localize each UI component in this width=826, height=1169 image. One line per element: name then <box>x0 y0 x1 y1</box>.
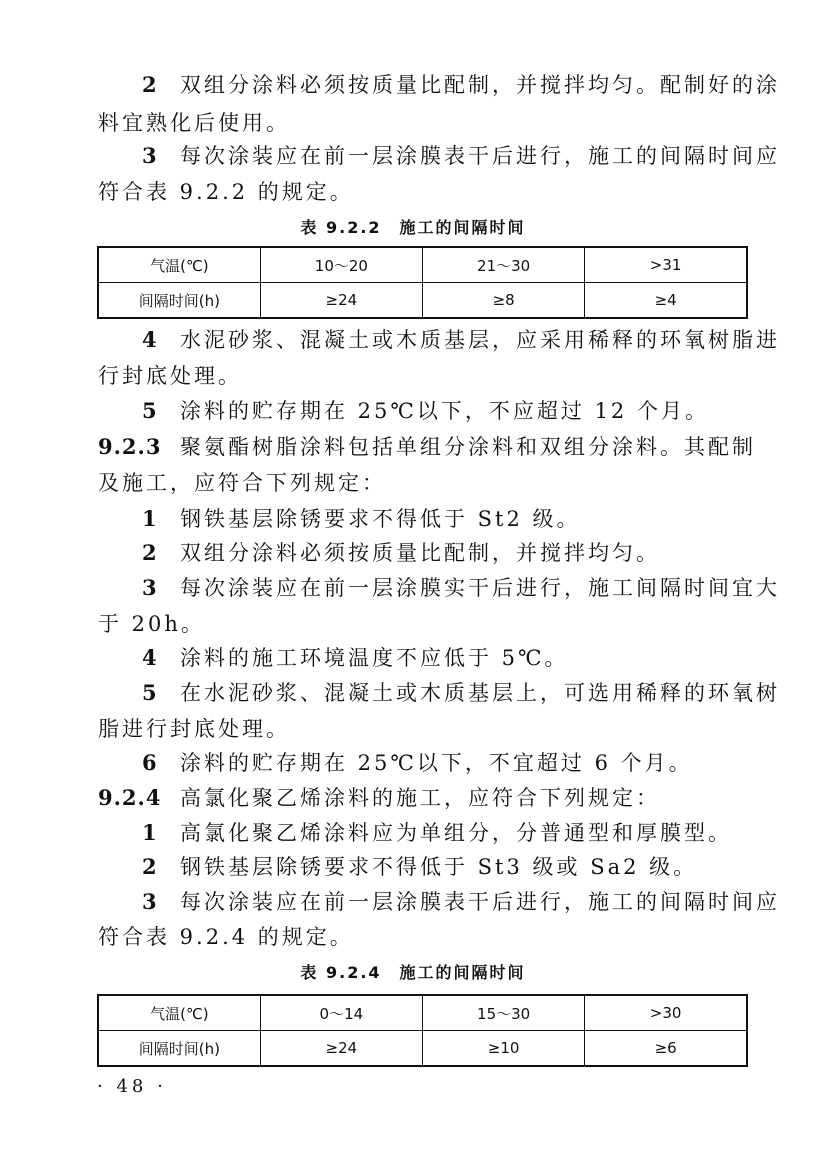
table-cell: 10～20 <box>260 247 422 283</box>
item-number: 4 <box>142 645 158 670</box>
item-text: 在水泥砂浆、混凝土或木质基层上，可选用稀释的环氧树 <box>180 681 780 705</box>
item-text: 双组分涂料必须按质量比配制，并搅拌均匀。 <box>180 541 660 565</box>
item-text-continued: 脂进行封底处理。 <box>98 717 290 741</box>
item-number: 1 <box>142 506 158 531</box>
item-text: 钢铁基层除锈要求不得低于 St2 级。 <box>180 507 581 531</box>
table-cell: 间隔时间(h) <box>98 283 260 319</box>
table-row <box>98 995 747 1031</box>
table-cell: 气温(℃) <box>98 247 260 283</box>
page-number: · 48 · <box>97 1076 167 1097</box>
table-cell: ≥24 <box>260 283 422 319</box>
table-cell: 0～14 <box>260 995 422 1031</box>
section-number: 9.2.3 <box>98 434 162 459</box>
interval-table-1 <box>97 246 748 319</box>
table-caption: 表 9.2.2 施工的间隔时间 <box>300 218 526 237</box>
table-cell: ≥10 <box>423 1031 585 1067</box>
item-number: 5 <box>142 398 158 423</box>
item-text: 高氯化聚乙烯涂料应为单组分，分普通型和厚膜型。 <box>180 821 732 845</box>
table-row <box>98 283 747 319</box>
section-text-continued: 及施工，应符合下列规定： <box>98 471 386 495</box>
table-cell: >31 <box>585 247 747 283</box>
table-cell: 气温(℃) <box>98 995 260 1031</box>
item-number: 1 <box>142 820 158 845</box>
item-text-continued: 符合表 9.2.4 的规定。 <box>98 925 354 949</box>
table-row <box>98 247 747 283</box>
section-text: 聚氨酯树脂涂料包括单组分涂料和双组分涂料。其配制 <box>180 435 756 459</box>
item-text-continued: 料宜熟化后使用。 <box>98 111 290 135</box>
table-cell: ≥4 <box>585 283 747 319</box>
table-cell: ≥6 <box>585 1031 747 1067</box>
table-cell: 21～30 <box>423 247 585 283</box>
item-number: 2 <box>142 854 158 879</box>
item-number: 3 <box>142 575 158 600</box>
item-text: 双组分涂料必须按质量比配制，并搅拌均匀。配制好的涂 <box>180 73 780 97</box>
item-number: 2 <box>142 72 158 97</box>
item-text: 涂料的贮存期在 25℃以下，不应超过 12 个月。 <box>180 399 709 423</box>
section-number: 9.2.4 <box>98 785 162 810</box>
item-text: 每次涂装应在前一层涂膜表干后进行，施工的间隔时间应 <box>180 144 780 168</box>
table-cell: 15～30 <box>423 995 585 1031</box>
item-text: 每次涂装应在前一层涂膜表干后进行，施工的间隔时间应 <box>180 890 780 914</box>
table-cell: ≥24 <box>260 1031 422 1067</box>
item-text-continued: 行封底处理。 <box>98 364 242 388</box>
table-row <box>98 1031 747 1067</box>
item-text: 每次涂装应在前一层涂膜实干后进行，施工间隔时间宜大 <box>180 576 780 600</box>
section-text: 高氯化聚乙烯涂料的施工，应符合下列规定： <box>180 786 660 810</box>
item-text-continued: 符合表 9.2.2 的规定。 <box>98 180 354 204</box>
item-number: 5 <box>142 680 158 705</box>
item-text: 涂料的施工环境温度不应低于 5℃。 <box>180 646 569 670</box>
item-number: 3 <box>142 143 158 168</box>
item-number: 2 <box>142 540 158 565</box>
table-cell: ≥8 <box>423 283 585 319</box>
table-cell: 间隔时间(h) <box>98 1031 260 1067</box>
item-text: 涂料的贮存期在 25℃以下，不宜超过 6 个月。 <box>180 751 693 775</box>
interval-table-2 <box>97 994 748 1067</box>
item-number: 6 <box>142 750 158 775</box>
item-text: 水泥砂浆、混凝土或木质基层，应采用稀释的环氧树脂进 <box>180 328 780 352</box>
table-cell: >30 <box>585 995 747 1031</box>
item-text-continued: 于 20h。 <box>98 612 205 636</box>
item-text: 钢铁基层除锈要求不得低于 St3 级或 Sa2 级。 <box>180 855 698 879</box>
item-number: 4 <box>142 327 158 352</box>
table-caption: 表 9.2.4 施工的间隔时间 <box>300 963 526 982</box>
item-number: 3 <box>142 889 158 914</box>
